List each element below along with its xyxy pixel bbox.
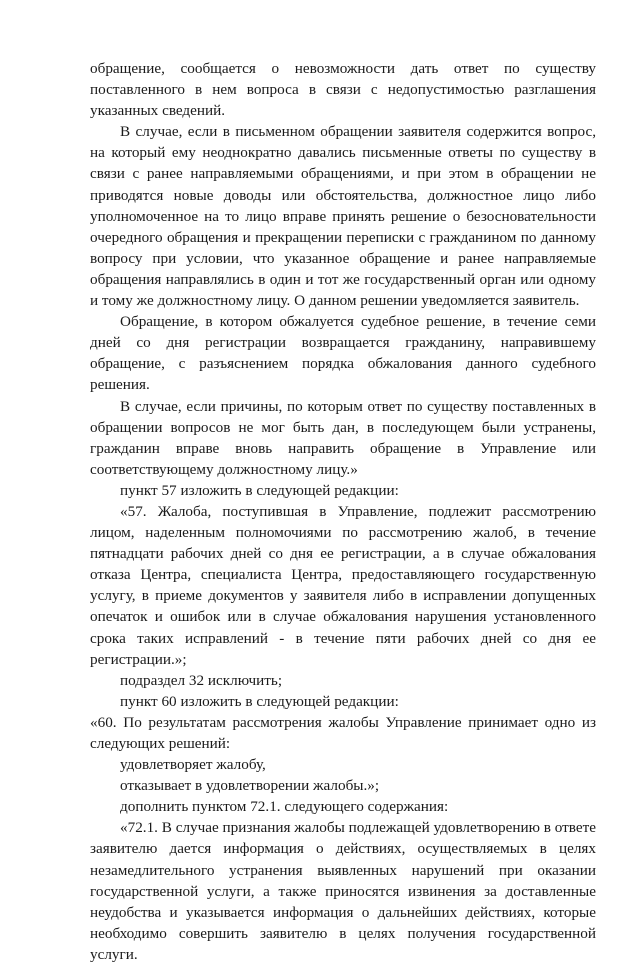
paragraph-clause-57-intro: пункт 57 изложить в следующей редакции: <box>120 481 399 499</box>
paragraph-clause-60: «60. По результатам рассмотрения жалобы Управление принимает одно из следующих решений: <box>90 713 596 752</box>
paragraph-subsection-32: подраздел 32 исключить; <box>120 671 283 689</box>
document-page <box>90 58 596 965</box>
paragraph-clause-60-intro: пункт 60 изложить в следующей редакции: <box>120 692 399 710</box>
paragraph-clause-57: «57. Жалоба, поступившая в Управление, подлежит рассмотрению лицом, наделенным полномочиями по рассмотрению жалоб, в течение пятнадцати рабочих дней со дня ее регистрации, а в случае обжалования отказа Центра, специалиста Центра, предоставляющего государственную услугу, в приеме документов у заявителя либо в исправлении допущенных опечаток и ошибок или в случае обжалования нарушения установленного срока таких исправлений - в течение пяти рабочих дней со дня ее регистрации.»; <box>90 502 596 668</box>
paragraph-decision-refuse: отказывает в удовлетворении жалобы.»; <box>120 777 380 795</box>
paragraph-court-decision: Обращение, в котором обжалуется судебное решение, в течение семи дней со дня регистрации возвращается гражданину, направившему обращение, с разъяснением порядка обжалования данного судебного решения. <box>90 313 596 394</box>
paragraph-clause-72-1: «72.1. В случае признания жалобы подлежащей удовлетворению в ответе заявителю дается информация о действиях, осуществляемых в целях незамедлительного устранения выявленных нарушений при оказании государственной услуги, а также приносятся извинения за доставленные неудобства и указывается информация о дальнейших действиях, которые необходимо совершить заявителю в целях получения государственной услуги. <box>90 819 596 963</box>
paragraph-repeated-inquiry: В случае, если в письменном обращении заявителя содержится вопрос, на который ему неоднократно давались письменные ответы по существу в связи с ранее направляемыми обращениями, и при этом в обращении не приводятся новые доводы или обстоятельства, должностное лицо либо уполномоченное на то лицо вправе принять решение о безосновательности очередного обращения и прекращении переписки с гражданином по данному вопросу при условии, что указанное обращение и ранее направляемые обращения направлялись в один и тот же государственный орган или одному и тому же должностному лицу. О данном решении уведомляется заявитель. <box>90 123 596 310</box>
paragraph-decision-satisfy: удовлетворяет жалобу, <box>120 756 266 774</box>
paragraph-clause-72-1-intro: дополнить пунктом 72.1. следующего содержания: <box>120 798 449 816</box>
paragraph-causes-removed: В случае, если причины, по которым ответ по существу поставленных в обращении вопросов не мог быть дан, в последующем были устранены, гражданин вправе вновь направить обращение в Управление или соответствующему должностному лицу.» <box>90 397 596 478</box>
paragraph-continuation: обращение, сообщается о невозможности дать ответ по существу поставленного в нем вопроса в связи с недопустимостью разглашения указанных сведений. <box>90 60 596 120</box>
